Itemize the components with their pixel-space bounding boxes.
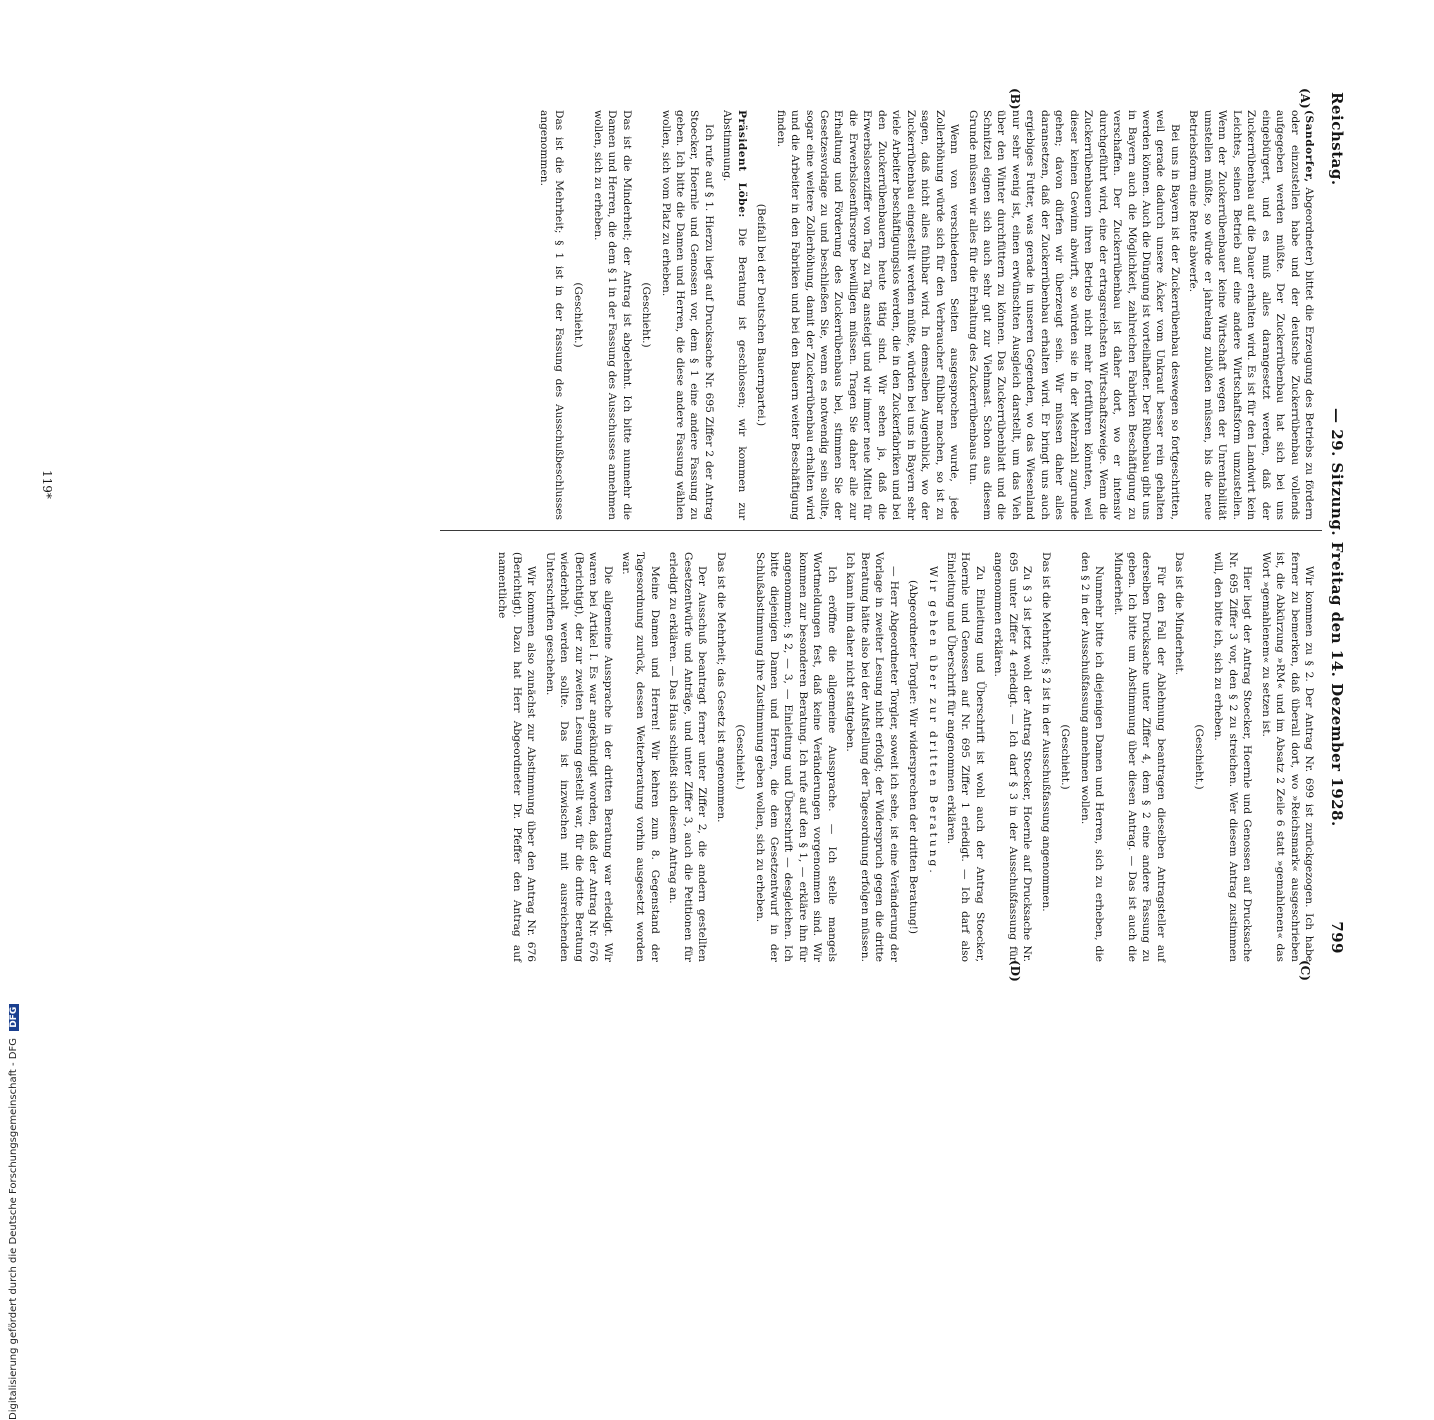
right-column xyxy=(491,552,1316,962)
paragraph xyxy=(1077,552,1106,962)
paragraph xyxy=(537,110,566,520)
paragraph xyxy=(619,552,662,962)
paragraph xyxy=(639,110,653,520)
paragraph-text: Das ist die Minderheit; der Antrag ist abgelehnt. Ich bitte nunmehr die Damen und Herren, die dem § 1 in der Fassung des Ausschusses annehmen wollen, sich zu erheben. xyxy=(591,110,633,520)
paragraph xyxy=(1258,552,1316,962)
paragraph-text: Das ist die Minderheit. xyxy=(1173,552,1186,676)
paragraph-text: Ich eröffne die allgemeine Aussprache. — Ich stelle mangels Wortmeldungen fest, daß keine Veränderungen vorgenommen sind. Wir kommen zur besonderen Beratung. Ich rufe auf den § 1, — erkläre ihn für angenommen; § 2, — 3, — Einleitung und Überschrift — desgleichen. Ich bitte diejenigen Damen und Herren, die dem Gesetzentwurf in der Schlußabstimmung ihre Zustimmung geben wollen, sich zu erheben. xyxy=(753,552,838,962)
paragraph xyxy=(590,110,633,520)
paragraph xyxy=(713,552,727,962)
paragraph xyxy=(495,552,538,962)
paragraph xyxy=(720,110,749,520)
margin-marker-a: (A) xyxy=(1298,88,1312,109)
paragraph xyxy=(965,110,1182,520)
paragraph xyxy=(1172,552,1186,962)
margin-marker-b: (B) xyxy=(1008,88,1022,110)
speaker-name: Präsident Löbe: xyxy=(735,110,748,218)
paragraph-text: Wir kommen also zunächst zur Abstimmung über den Antrag Nr. 676 (Berichtigt). Dazu hat Herr Abgeordneter Dr. Pfeffer den Antrag auf namentliche xyxy=(496,552,538,962)
paragraph-text: Wir gehen über zur dritten Beratung. xyxy=(926,566,939,876)
paragraph xyxy=(1110,552,1168,962)
paragraph xyxy=(1058,552,1072,962)
paragraph xyxy=(752,552,839,962)
paragraph-text: (Geschieht.) xyxy=(572,282,585,348)
paragraph-text: (Geschieht.) xyxy=(734,724,747,790)
paragraph xyxy=(1191,552,1205,962)
digitization-text: Digitalisierung gefördert durch die Deutsche Forschungsgemeinschaft - DFG xyxy=(8,1037,19,1420)
left-column xyxy=(533,110,1316,520)
paragraph xyxy=(906,552,920,962)
paragraph xyxy=(925,552,939,962)
paragraph xyxy=(542,552,614,962)
paragraph-text: (Geschieht.) xyxy=(1192,724,1205,790)
digitization-note xyxy=(8,1004,19,1420)
paragraph-text: Hier liegt der Antrag Stoecker, Hoernle und Genossen auf Drucksache Nr. 695 Ziffer 3 vor, den § 2 zu streichen. Wer diesem Antrag zustimmen will, den bitte ich, sich zu erheben. xyxy=(1212,552,1254,962)
paragraph-text: (Beifall bei der Deutschen Bauernpartei.) xyxy=(755,203,768,427)
paragraph xyxy=(666,552,709,962)
paragraph-text: Ich rufe auf § 1. Hierzu liegt auf Drucksache Nr. 695 Ziffer 2 der Antrag Stoecker, Hoernle und Genossen vor, dem § 1 eine andere Fassung zu geben. Ich bitte die Damen und Herren, die diese andere Fassung wählen wollen, sich vom Platz zu erheben. xyxy=(659,110,715,520)
paragraph-text: Wir kommen zu § 2. Der Antrag Nr. 699 ist zurückgezogen. Ich habe ferner zu bemerken, daß überall dort, wo »Reichsmark« ausgeschrieben ist, die Abkürzung »RM« und im Absatz 2 Zeile 6 statt »gemahlenen« das Wort »gemahlenem« zu setzen ist. xyxy=(1259,552,1315,962)
paragraph-text: Für den Fall der Ablehnung beantragen dieselben Antragsteller auf derselben Drucksache unter Ziffer 4, dem § 2 eine andere Fassung zu geben. Ich bitte um Abstimmung über diesen Antrag. — Das ist auch die Minderheit. xyxy=(1111,552,1167,962)
paragraph xyxy=(1211,552,1254,962)
header-left: Reichstag. xyxy=(1328,92,1346,186)
paragraph-text: Bei uns in Bayern ist der Zuckerrübenbau deswegen so fortgeschritten, weil gerade dadurch unsere Äcker vom Unkraut besser rein gehalten werden können. Auch die Düngung ist vorteilhafter. Der Rübenbau gibt uns in Bayern auch die Möglichkeit, zahlreichen Fabriken Beschäftigung zu verschaffen. Der Zuckerrübenbau ist daher dort, wo er intensiv durchgeführt wird, eine der ertragsreichsten Wirtschaftszweige. Wenn die Zuckerrübenbauern ihren Betrieb nicht mehr fortführen könnten, weil dieser keinen Gewinn abwirft, so würden sie in der Mehrzahl zugrunde gehen; davon dürfen wir überzeugt sein. Wir müssen daher alles daransetzen, daß der Zuckerrübenbau erhalten wird. Er bringt uns auch ergiebiges Futter, was gerade in unseren Gegenden, wo das Wiesenland nur sehr wenig ist, einen erwünschten Ausgleich darstellt, um das Vieh über den Winter durchfüttern zu können. Das Zuckerrübenblatt und die Schnitzel eignen sich auch sehr gut zur Viehmast. Schon aus diesem Grunde müssen wir alles für die Erhaltung des Zuckerrübenbaus tun. xyxy=(966,110,1181,520)
paragraph-text: Zu § 3 ist jetzt wohl der Antrag Stoecker, Hoernle auf Drucksache Nr. 695 unter Ziffer 4 erledigt. — Ich darf § 3 in der Ausschußfassung für angenommen erklären. xyxy=(992,552,1034,962)
paragraph-text: Das ist die Mehrheit; das Gesetz ist angenommen. xyxy=(714,552,727,823)
paragraph-text: Das ist die Mehrheit; § 1 ist in der Fassung des Ausschußbeschlusses angenommen. xyxy=(538,110,565,520)
paragraph-text: Wenn von verschiedenen Seiten ausgesprochen wurde, jede Zollerhöhung würde sich für den Verbraucher fühlbar machen, so ist zu sagen, daß nicht alles fühlbar wird. In demselben Augenblick, wo der Zuckerrübenbau eingestellt werden müßte, würden bei uns in Bayern sehr viele Arbeiter beschäftigungslos werden, die in den Zuckerfabriken und bei den Zuckerrübenbauern heute tätig sind. Wir sehen ja, daß die Erwerbslosenziffer von Tag zu Tag ansteigt und wir immer neue Mittel für die Erwerbslosenfürsorge bewilligen müssen. Tragen Sie daher alle zur Erhaltung und Förderung des Zuckerrübenbaus bei, stimmen Sie der Gesetzesvorlage zu und beschließen Sie, wenn es notwendig sein sollte, sogar eine weitere Zollerhöhung, damit der Zuckerrübenbau erhalten wird und die Arbeiter in den Fabriken und bei den Bauern weiter Beschäftigung finden. xyxy=(774,110,961,520)
paragraph xyxy=(1038,552,1052,962)
paragraph-text: (Abgeordneter Torgler: Wir widersprechen der dritten Beratung!) xyxy=(907,579,920,935)
paragraph xyxy=(944,552,987,962)
margin-marker-c: (C) xyxy=(1298,960,1312,981)
paragraph xyxy=(658,110,716,520)
paragraph xyxy=(1186,110,1316,520)
paragraph xyxy=(571,110,585,520)
paragraph-text: Die allgemeine Aussprache in der dritten Beratung war erledigt. Wir waren bei Artikel I. Es war angekündigt worden, daß der Antrag Nr. 676 (Berichtigt), der zur zweiten Lesung gestellt war, für die dritte Beratung wiederholt werden sollte. Das ist inzwischen mit ausreichenden Unterschriften geschehen. xyxy=(543,552,614,962)
paragraph xyxy=(991,552,1034,962)
paragraph-text: Nunmehr bitte ich diejenigen Damen und Herren, sich zu erheben, die den § 2 in der Ausschußfassung annehmen wollen. xyxy=(1078,552,1106,962)
paragraph-text: Das ist die Mehrheit; § 2 ist in der Ausschußfassung angenommen. xyxy=(1039,552,1052,912)
dfg-logo-icon: DFG xyxy=(9,1004,19,1031)
paragraph-text: (Geschieht.) xyxy=(640,282,653,348)
speaker-name: (Sandorfer, xyxy=(1303,110,1315,183)
paragraph-text: Der Ausschuß beantragt ferner unter Ziffer 2, die andern gestellten Gesetzentwürfe und Anträge, und unter Ziffer 3, auch die Petitionen für erledigt zu erklären. — Das Haus schließt sich diesem Antrag an. xyxy=(667,552,709,962)
paragraph-text: — Herr Abgeordneter Torgler, soweit ich sehe, ist eine Veränderung der Vorlage in zweiter Lesung nicht erfolgt; der Widerspruch gegen die dritte Beratung hätte also bei der Aufstellung der Tagesordnung erfolgen müssen. Ich kann ihm daher nicht stattgeben. xyxy=(844,552,900,962)
page-footer: 119* xyxy=(40,470,54,499)
paragraph-text: Meine Damen und Herren! Wir kehren zum 8. Gegenstand der Tagesordnung zurück, dessen Weiterberatung vorhin ausgesetzt worden war. xyxy=(619,552,661,962)
header-center: — 29. Sitzung. Freitag den 14. Dezember 1928. xyxy=(1328,408,1346,827)
margin-marker-d: (D) xyxy=(1008,960,1022,982)
paragraph xyxy=(843,552,901,962)
paragraph-text: Abgeordneter) bittet die Erzeugung des Betriebs zu fördern oder einzustellen habe und der deutsche Zuckerrübenbau vollends aufgegeben werden müßte. Der Zuckerrübenbau hat sich bei uns eingebürgert, und es muß alles darangesetzt werden, daß der Zuckerrübenbau auf die Dauer erhalten wird. Es ist für den Landwirt kein Leichtes, seinen Betrieb auf eine andere Wirtschaftsform umzustellen. Wenn der Zuckerrübenbauer keine Wirtschaft wegen der Unrentabilität umstellen müßte, so würde er jahrelang zubüßen müssen, bis die neue Betriebsform eine Rente abwerfe. xyxy=(1187,110,1315,520)
paragraph xyxy=(754,110,768,520)
paragraph-text: (Geschieht.) xyxy=(1059,724,1072,790)
paragraph-text: Die Beratung ist geschlossen; wir kommen zur Abstimmung. xyxy=(721,110,748,521)
page-number: 799 xyxy=(1328,921,1346,954)
paragraph xyxy=(733,552,747,962)
column-divider xyxy=(440,530,1322,531)
paragraph xyxy=(773,110,961,520)
paragraph-text: Zu Einleitung und Überschrift ist wohl auch der Antrag Stoecker, Hoernle und Genossen auf Nr. 695 Ziffer 1 erledigt. — Ich darf also Einleitung und Überschrift für angenommen erklären. xyxy=(945,552,986,962)
